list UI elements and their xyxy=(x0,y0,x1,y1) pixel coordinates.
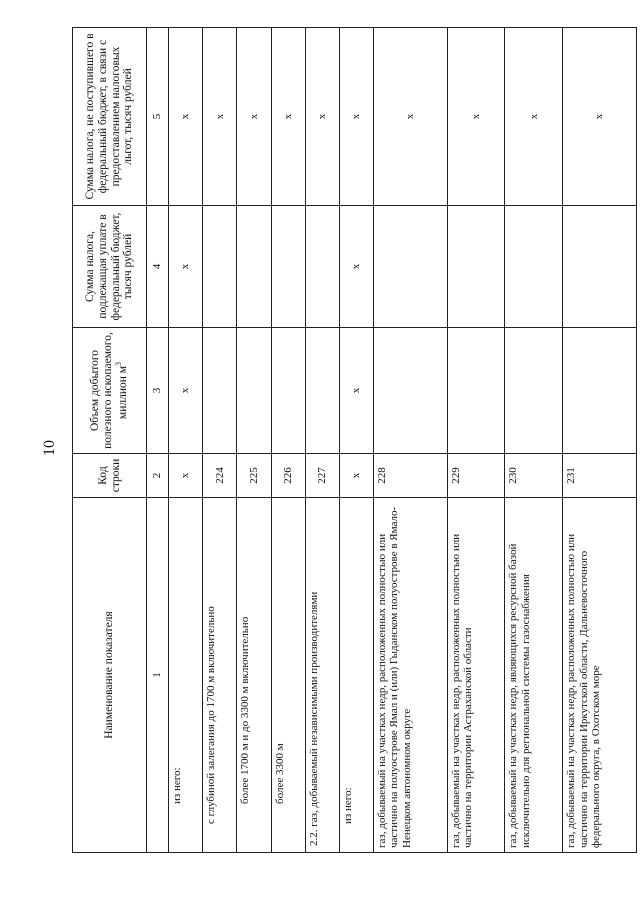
row-tax-not-received: х xyxy=(374,28,448,206)
table-row xyxy=(339,28,373,853)
row-name: 2.2. газ, добываемый независимыми производителями xyxy=(305,498,339,853)
row-name: из него: xyxy=(339,498,373,853)
row-tax-not-received: х xyxy=(447,28,505,206)
row-tax-payable xyxy=(505,206,563,328)
row-name: из него: xyxy=(169,498,203,853)
tax-table xyxy=(72,27,637,853)
col-number-3: 3 xyxy=(147,328,169,454)
row-tax-not-received: х xyxy=(339,28,373,206)
row-tax-payable: х xyxy=(339,206,373,328)
col-number-1: 1 xyxy=(147,498,169,853)
row-name: более 1700 м и до 3300 м включительно xyxy=(237,498,271,853)
col-number-4: 4 xyxy=(147,206,169,328)
row-code: 227 xyxy=(305,454,339,498)
table-row xyxy=(563,28,637,853)
row-volume xyxy=(237,328,271,454)
row-volume xyxy=(505,328,563,454)
row-name: с глубиной залегания до 1700 м включительно xyxy=(203,498,237,853)
header-code: Код строки xyxy=(73,454,147,498)
row-tax-payable xyxy=(203,206,237,328)
table-row xyxy=(237,28,271,853)
row-volume xyxy=(305,328,339,454)
row-tax-payable xyxy=(271,206,305,328)
row-code: 226 xyxy=(271,454,305,498)
column-number-row xyxy=(147,28,169,853)
row-volume xyxy=(203,328,237,454)
row-code: 229 xyxy=(447,454,505,498)
row-volume xyxy=(271,328,305,454)
row-tax-payable xyxy=(563,206,637,328)
row-volume xyxy=(374,328,448,454)
header-row xyxy=(73,28,147,853)
header-name: Наименование показателя xyxy=(73,498,147,853)
header-volume-text: Объем добытого полезного ископаемого, миллион м xyxy=(89,332,129,449)
row-volume xyxy=(563,328,637,454)
row-volume: х xyxy=(169,328,203,454)
row-tax-not-received: х xyxy=(563,28,637,206)
row-tax-payable xyxy=(447,206,505,328)
row-tax-payable xyxy=(374,206,448,328)
row-tax-not-received: х xyxy=(169,28,203,206)
row-tax-payable xyxy=(237,206,271,328)
table-row xyxy=(447,28,505,853)
row-tax-not-received: х xyxy=(237,28,271,206)
table-row xyxy=(505,28,563,853)
header-volume-sup: 3 xyxy=(114,361,124,366)
col-number-5: 5 xyxy=(147,28,169,206)
table-row xyxy=(305,28,339,853)
table-row xyxy=(169,28,203,853)
header-tax-not-received: Сумма налога, не поступившего в федеральный бюджет, в связи с предоставлением налоговых льгот, тысяч рублей xyxy=(73,28,147,206)
row-volume xyxy=(447,328,505,454)
row-name: более 3300 м xyxy=(271,498,305,853)
rotated-table-container xyxy=(72,28,637,853)
row-code: 224 xyxy=(203,454,237,498)
table-row xyxy=(374,28,448,853)
row-name: газ, добываемый на участках недр, являющихся ресурсной базой исключительно для региональной системы газоснабжения xyxy=(505,498,563,853)
col-number-2: 2 xyxy=(147,454,169,498)
row-tax-not-received: х xyxy=(505,28,563,206)
row-code: х xyxy=(169,454,203,498)
row-name: газ, добываемый на участках недр, расположенных полностью или частично на полуострове Ямал и (или) Гыданском полуострове в Ямало-Ненецком автономном округе xyxy=(374,498,448,853)
row-tax-payable: х xyxy=(169,206,203,328)
row-name: газ, добываемый на участках недр, расположенных полностью или частично на территории Астраханской области xyxy=(447,498,505,853)
table-row xyxy=(271,28,305,853)
row-tax-not-received: х xyxy=(271,28,305,206)
row-tax-not-received: х xyxy=(203,28,237,206)
row-code: 230 xyxy=(505,454,563,498)
row-volume: х xyxy=(339,328,373,454)
row-code: х xyxy=(339,454,373,498)
row-code: 228 xyxy=(374,454,448,498)
header-tax-payable: Сумма налога, подлежащая уплате в федеральный бюджет, тысяч рублей xyxy=(73,206,147,328)
row-code: 225 xyxy=(237,454,271,498)
table-row xyxy=(203,28,237,853)
header-volume xyxy=(73,328,147,454)
row-tax-not-received: х xyxy=(305,28,339,206)
row-name: газ, добываемый на участках недр, расположенных полностью или частично на территории Иркутской области, Дальневосточного федерального округа, в Охотском море xyxy=(563,498,637,853)
page-number: 10 xyxy=(41,440,58,456)
row-tax-payable xyxy=(305,206,339,328)
row-code: 231 xyxy=(563,454,637,498)
